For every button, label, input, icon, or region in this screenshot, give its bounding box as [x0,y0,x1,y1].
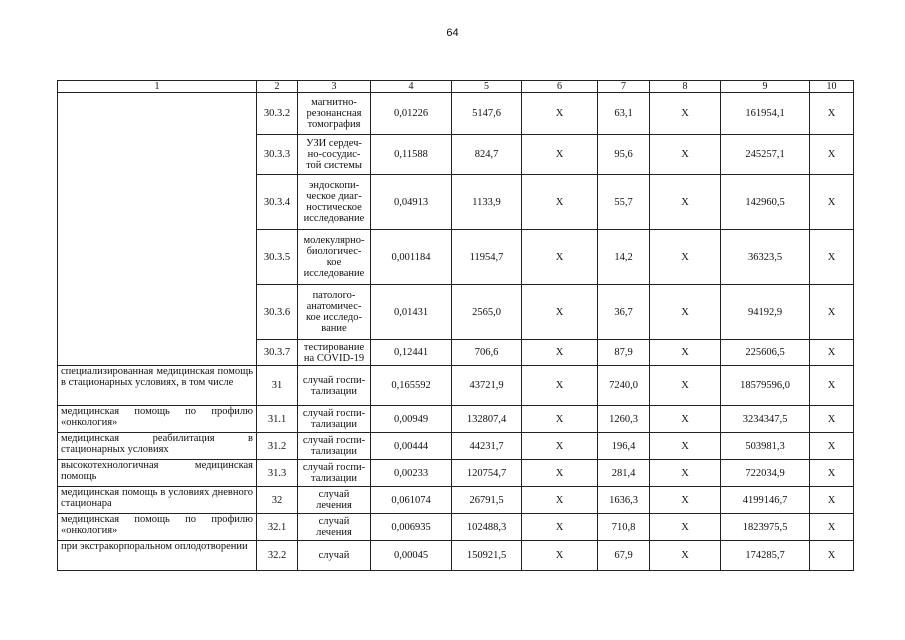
cell-col-9: 722034,9 [721,460,810,487]
header-row [58,81,854,93]
cell-col-8: Х [650,93,721,135]
row-description: медицинская реабилитация в стационарных условиях [58,433,257,460]
cell-col-5: 150921,5 [452,541,522,571]
table-row [58,514,854,541]
cell-col-3: УЗИ сердеч- но-сосудис- той системы [298,135,371,175]
column-number-5: 5 [452,81,522,93]
cell-col-5: 43721,9 [452,366,522,406]
cell-col-7: 710,8 [598,514,650,541]
cell-col-5: 824,7 [452,135,522,175]
cell-col-5: 120754,7 [452,460,522,487]
row-description: специализированная медицинская помощь в стационарных условиях, в том числе [58,366,257,406]
row-description: медицинская помощь по профилю «онкология» [58,406,257,433]
cell-col-4: 0,00444 [371,433,452,460]
empty-merged-cell [58,93,257,366]
cell-col-6: Х [522,460,598,487]
cell-col-3: случай лечения [298,487,371,514]
cell-col-6: Х [522,175,598,230]
column-number-3: 3 [298,81,371,93]
cell-col-5: 102488,3 [452,514,522,541]
column-number-1: 1 [58,81,257,93]
cell-col-2: 31 [257,366,298,406]
cell-col-5: 1133,9 [452,175,522,230]
cell-col-5: 44231,7 [452,433,522,460]
cell-col-4: 0,11588 [371,135,452,175]
cell-col-4: 0,165592 [371,366,452,406]
cell-col-8: Х [650,541,721,571]
cell-col-5: 706,6 [452,340,522,366]
cell-col-8: Х [650,285,721,340]
cell-col-3: случай госпи- тализации [298,406,371,433]
cell-col-8: Х [650,366,721,406]
cell-col-10: Х [810,433,854,460]
cell-col-9: 1823975,5 [721,514,810,541]
cell-col-10: Х [810,285,854,340]
cell-col-8: Х [650,135,721,175]
cell-col-7: 36,7 [598,285,650,340]
cell-col-6: Х [522,541,598,571]
cell-col-3: случай госпи- тализации [298,433,371,460]
cell-col-10: Х [810,514,854,541]
cell-col-5: 132807,4 [452,406,522,433]
cell-col-4: 0,00045 [371,541,452,571]
cell-col-4: 0,00233 [371,460,452,487]
cell-col-7: 63,1 [598,93,650,135]
cell-col-4: 0,006935 [371,514,452,541]
cell-col-2: 31.3 [257,460,298,487]
cell-col-10: Х [810,366,854,406]
column-number-4: 4 [371,81,452,93]
cell-col-6: Х [522,285,598,340]
table-row [58,460,854,487]
table-row [58,541,854,571]
column-number-8: 8 [650,81,721,93]
cell-col-9: 174285,7 [721,541,810,571]
cell-col-5: 2565,0 [452,285,522,340]
cell-col-8: Х [650,460,721,487]
cell-col-9: 36323,5 [721,230,810,285]
cell-col-10: Х [810,406,854,433]
cell-col-6: Х [522,433,598,460]
cell-col-4: 0,061074 [371,487,452,514]
cell-col-3: тестирование на COVID-19 [298,340,371,366]
cell-col-3: молекулярно- биологичес- кое исследование [298,230,371,285]
table-row [58,433,854,460]
cell-col-3: патолого- анатомичес- кое исследо- вание [298,285,371,340]
column-number-7: 7 [598,81,650,93]
cell-col-8: Х [650,514,721,541]
cell-col-3: случай госпи- тализации [298,366,371,406]
cell-col-5: 26791,5 [452,487,522,514]
cell-col-9: 4199146,7 [721,487,810,514]
cell-col-4: 0,01226 [371,93,452,135]
cell-col-10: Х [810,460,854,487]
cell-col-7: 87,9 [598,340,650,366]
row-description: медицинская помощь по профилю «онкология» [58,514,257,541]
cell-col-2: 31.2 [257,433,298,460]
cell-col-9: 225606,5 [721,340,810,366]
cell-col-8: Х [650,230,721,285]
cell-col-5: 11954,7 [452,230,522,285]
cell-col-2: 30.3.2 [257,93,298,135]
cell-col-10: Х [810,135,854,175]
table-row [58,93,854,135]
cell-col-4: 0,04913 [371,175,452,230]
cell-col-7: 95,6 [598,135,650,175]
cell-col-4: 0,01431 [371,285,452,340]
table-row [58,487,854,514]
row-description: медицинская помощь в условиях дневного стационара [58,487,257,514]
cell-col-6: Х [522,514,598,541]
cell-col-9: 503981,3 [721,433,810,460]
cell-col-10: Х [810,175,854,230]
cell-col-8: Х [650,433,721,460]
cell-col-2: 31.1 [257,406,298,433]
cell-col-2: 30.3.7 [257,340,298,366]
cell-col-6: Х [522,487,598,514]
cell-col-3: случай [298,541,371,571]
cell-col-10: Х [810,340,854,366]
cell-col-2: 32 [257,487,298,514]
cell-col-3: случай госпи- тализации [298,460,371,487]
cell-col-7: 7240,0 [598,366,650,406]
row-description: высокотехнологичная медицинская помощь [58,460,257,487]
cell-col-2: 30.3.4 [257,175,298,230]
cell-col-4: 0,00949 [371,406,452,433]
cell-col-8: Х [650,487,721,514]
cell-col-10: Х [810,487,854,514]
cell-col-10: Х [810,93,854,135]
cell-col-7: 55,7 [598,175,650,230]
cell-col-7: 196,4 [598,433,650,460]
cell-col-3: случай лечения [298,514,371,541]
cell-col-7: 281,4 [598,460,650,487]
cell-col-6: Х [522,406,598,433]
cell-col-3: магнитно- резонансная томография [298,93,371,135]
cell-col-2: 30.3.5 [257,230,298,285]
cell-col-6: Х [522,366,598,406]
cell-col-4: 0,001184 [371,230,452,285]
cell-col-9: 245257,1 [721,135,810,175]
table-row [58,406,854,433]
column-number-6: 6 [522,81,598,93]
cell-col-6: Х [522,340,598,366]
cell-col-10: Х [810,230,854,285]
cell-col-2: 30.3.3 [257,135,298,175]
cell-col-8: Х [650,175,721,230]
cell-col-9: 161954,1 [721,93,810,135]
cell-col-5: 5147,6 [452,93,522,135]
cell-col-4: 0,12441 [371,340,452,366]
cell-col-10: Х [810,541,854,571]
cell-col-2: 32.1 [257,514,298,541]
cell-col-3: эндоскопи- ческое диаг- ностическое исследование [298,175,371,230]
cell-col-6: Х [522,230,598,285]
cell-col-8: Х [650,340,721,366]
table-row [58,366,854,406]
cell-col-7: 67,9 [598,541,650,571]
column-number-10: 10 [810,81,854,93]
column-number-9: 9 [721,81,810,93]
data-table [57,80,854,571]
column-number-2: 2 [257,81,298,93]
cell-col-9: 94192,9 [721,285,810,340]
cell-col-6: Х [522,93,598,135]
cell-col-9: 3234347,5 [721,406,810,433]
cell-col-2: 30.3.6 [257,285,298,340]
cell-col-7: 1636,3 [598,487,650,514]
row-description: при экстракорпоральном оплодотворении [58,541,257,571]
cell-col-9: 18579596,0 [721,366,810,406]
cell-col-6: Х [522,135,598,175]
page-number: 64 [446,27,459,39]
cell-col-7: 1260,3 [598,406,650,433]
cell-col-9: 142960,5 [721,175,810,230]
cell-col-2: 32.2 [257,541,298,571]
cell-col-7: 14,2 [598,230,650,285]
cell-col-8: Х [650,406,721,433]
